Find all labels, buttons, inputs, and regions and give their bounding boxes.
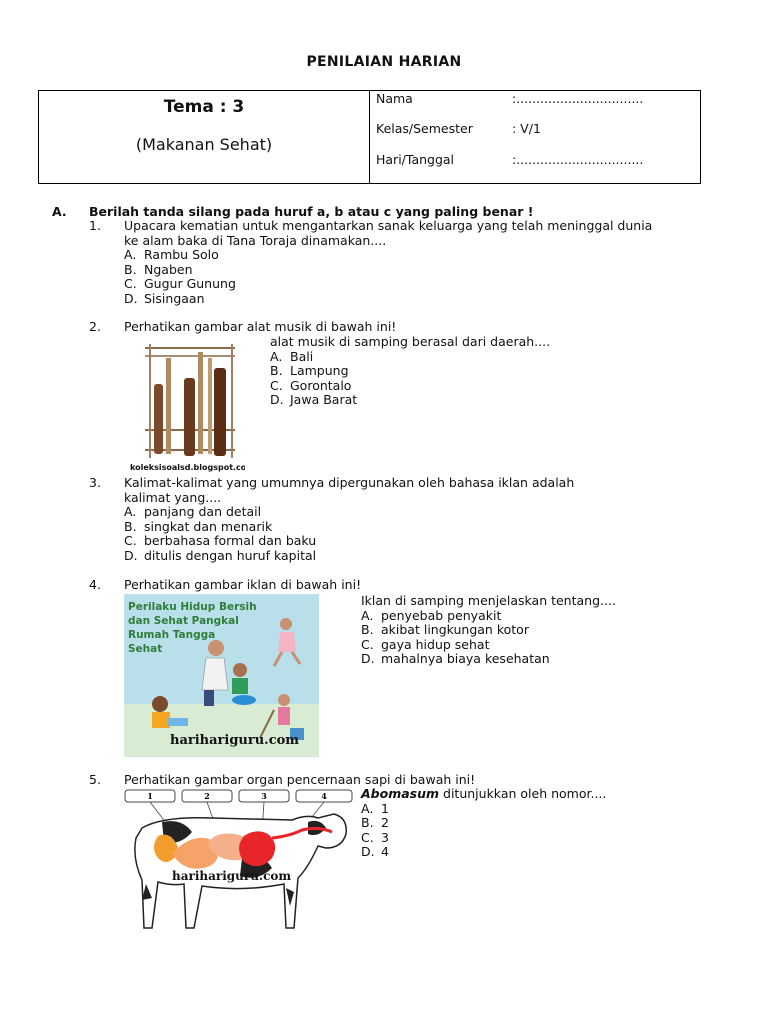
option-a[interactable] xyxy=(124,505,719,520)
option-c[interactable] xyxy=(124,277,719,292)
option-letter: B. xyxy=(361,815,374,831)
header-box xyxy=(38,90,701,184)
question-number: 2. xyxy=(89,319,101,334)
option-letter: A. xyxy=(361,607,374,623)
option-text: Ngaben xyxy=(144,261,193,277)
option-letter: D. xyxy=(361,844,375,860)
option-text: Rambu Solo xyxy=(144,247,219,263)
side-text-rest: ditunjukkan oleh nomor.... xyxy=(439,786,607,801)
option-letter: C. xyxy=(124,276,137,292)
option-letter: C. xyxy=(124,533,137,549)
option-text: Gorontalo xyxy=(290,377,352,393)
field-label: Kelas/Semester xyxy=(376,121,473,136)
field-value: :................................ xyxy=(512,152,644,167)
option-text: akibat lingkungan kotor xyxy=(381,622,529,638)
question-2-side xyxy=(270,335,550,408)
image-watermark: harihariguru.com xyxy=(170,733,300,748)
poster-text-line: dan Sehat Pangkal xyxy=(128,615,239,627)
option-letter: C. xyxy=(270,377,283,393)
question-text: Kalimat-kalimat yang umumnya dipergunakan oleh bahasa iklan adalah xyxy=(124,475,575,490)
option-text: penyebab penyakit xyxy=(381,607,502,623)
poster-text-line: Rumah Tangga xyxy=(128,629,216,641)
option-letter: B. xyxy=(124,261,137,277)
side-text xyxy=(361,787,606,802)
question-text: ke alam baka di Tana Toraja dinamakan.... xyxy=(124,232,387,248)
question-1 xyxy=(89,219,719,307)
option-letter: D. xyxy=(124,290,138,306)
option-text: gaya hidup sehat xyxy=(381,636,490,652)
option-text: Sisingaan xyxy=(144,290,205,306)
option-letter: D. xyxy=(361,651,375,667)
option-b[interactable] xyxy=(124,520,719,535)
organ-label-3: 3 xyxy=(261,791,267,801)
question-number: 1. xyxy=(89,218,101,233)
image-watermark: harihariguru.com xyxy=(172,869,292,883)
option-a[interactable] xyxy=(361,609,616,624)
option-text: singkat dan menarik xyxy=(144,518,273,534)
question-5-side xyxy=(361,787,606,860)
phbs-poster-image xyxy=(124,594,319,757)
option-text: 2 xyxy=(381,815,389,831)
option-d[interactable] xyxy=(361,845,606,860)
option-text: panjang dan detail xyxy=(144,504,262,520)
section-instruction: Berilah tanda silang pada huruf a, b atau c yang paling benar ! xyxy=(89,204,534,219)
option-text: Jawa Barat xyxy=(290,392,358,408)
option-c[interactable] xyxy=(361,831,606,846)
option-letter: A. xyxy=(124,504,137,520)
option-text: 3 xyxy=(381,829,389,845)
question-2 xyxy=(89,320,719,335)
field-label: Hari/Tanggal xyxy=(376,152,455,167)
side-text: alat musik di samping berasal dari daerah.... xyxy=(270,334,551,349)
question-text: kalimat yang.... xyxy=(124,489,222,505)
option-c[interactable] xyxy=(361,638,616,653)
subtema-title: (Makanan Sehat) xyxy=(135,135,273,154)
question-text: Upacara kematian untuk mengantarkan sanak keluarga yang telah meninggal dunia xyxy=(124,218,653,233)
organ-label-1: 1 xyxy=(147,791,153,801)
option-d[interactable] xyxy=(270,393,550,408)
option-letter: A. xyxy=(124,247,137,263)
field-label: Nama xyxy=(376,91,413,106)
option-letter: C. xyxy=(361,829,374,845)
question-text: Perhatikan gambar organ pencernaan sapi di bawah ini! xyxy=(124,772,476,787)
question-number: 3. xyxy=(89,475,101,490)
tema-title: Tema : 3 xyxy=(163,97,245,117)
option-text: berbahasa formal dan baku xyxy=(144,533,317,549)
option-d[interactable] xyxy=(124,292,719,307)
option-text: Bali xyxy=(290,348,314,364)
option-c[interactable] xyxy=(270,379,550,394)
emphasized-term: Abomasum xyxy=(361,786,440,801)
option-a[interactable] xyxy=(124,248,719,263)
organ-label-2: 2 xyxy=(204,791,210,801)
section-letter: A. xyxy=(52,204,67,219)
option-c[interactable] xyxy=(124,534,719,549)
question-number: 4. xyxy=(89,577,101,592)
option-letter: C. xyxy=(361,636,374,652)
option-b[interactable] xyxy=(270,364,550,379)
question-number: 5. xyxy=(89,772,101,787)
page-title: PENILAIAN HARIAN xyxy=(306,54,462,70)
side-text: Iklan di samping menjelaskan tentang.... xyxy=(361,593,616,608)
cow-digestive-image xyxy=(122,788,358,936)
option-letter: B. xyxy=(124,518,137,534)
question-3 xyxy=(89,476,719,564)
option-d[interactable] xyxy=(124,549,719,564)
question-4 xyxy=(89,578,719,593)
option-letter: B. xyxy=(270,363,283,379)
option-b[interactable] xyxy=(361,623,616,638)
option-text: ditulis dengan huruf kapital xyxy=(144,547,317,563)
question-4-side xyxy=(361,594,616,667)
option-letter: D. xyxy=(270,392,284,408)
option-text: 4 xyxy=(381,844,389,860)
option-letter: A. xyxy=(361,800,374,816)
option-text: 1 xyxy=(381,800,389,816)
angklung-image xyxy=(130,340,245,475)
option-b[interactable] xyxy=(124,263,719,278)
question-text: Perhatikan gambar alat musik di bawah ini! xyxy=(124,319,397,334)
poster-text-line: Sehat xyxy=(128,643,163,655)
option-text: mahalnya biaya kesehatan xyxy=(381,651,550,667)
organ-label-4: 4 xyxy=(321,791,327,801)
poster-text-line: Perilaku Hidup Bersih xyxy=(128,601,257,613)
identity-cell xyxy=(370,91,700,183)
tema-cell xyxy=(39,91,370,183)
image-watermark: koleksisoalsd.blogspot.co xyxy=(130,463,245,472)
option-d[interactable] xyxy=(361,652,616,667)
question-text: Perhatikan gambar iklan di bawah ini! xyxy=(124,577,362,592)
option-a[interactable] xyxy=(361,802,606,817)
option-letter: A. xyxy=(270,348,283,364)
field-value: : V/1 xyxy=(512,121,541,136)
option-a[interactable] xyxy=(270,350,550,365)
option-text: Lampung xyxy=(290,363,349,379)
option-letter: B. xyxy=(361,622,374,638)
option-letter: D. xyxy=(124,547,138,563)
option-text: Gugur Gunung xyxy=(144,276,236,292)
field-value: :................................ xyxy=(512,91,644,106)
option-b[interactable] xyxy=(361,816,606,831)
